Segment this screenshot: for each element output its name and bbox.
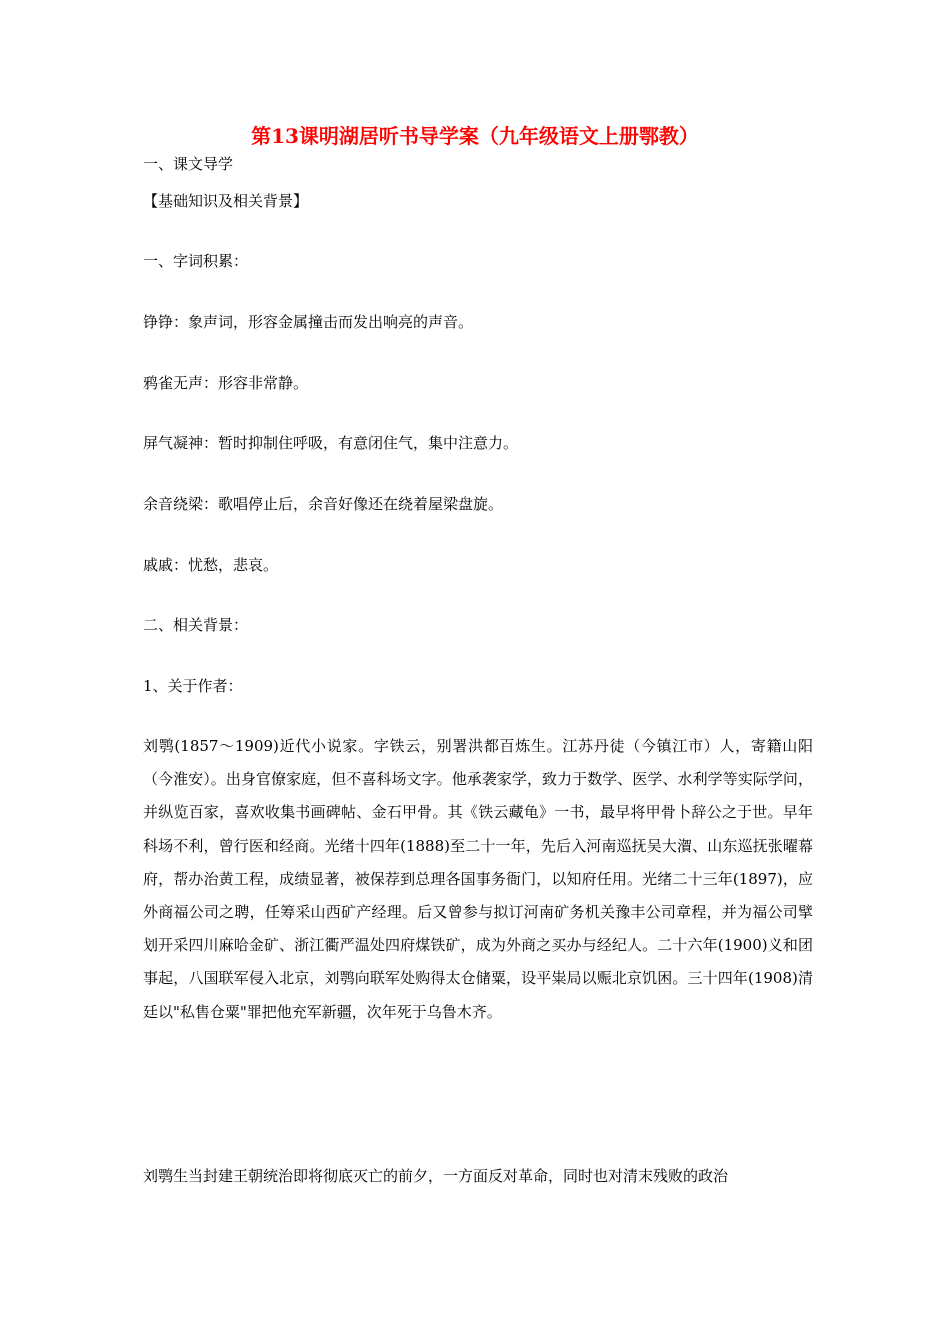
vocab-item: 铮铮：象声词，形容金属撞击而发出响亮的声音。 [143,313,474,331]
bracket-heading: 【基础知识及相关背景】 [143,192,309,210]
section-heading-guide: 一、课文导学 [143,155,234,173]
vocab-heading: 一、字词积累： [143,252,249,270]
vocab-item: 戚戚：忧愁，悲哀。 [143,556,279,574]
vocab-item: 余音绕梁：歌唱停止后，余音好像还在绕着屋梁盘旋。 [143,495,504,513]
vocab-item: 鸦雀无声：形容非常静。 [143,374,309,392]
author-paragraph: 刘鹗(1857～1909)近代小说家。字铁云，别署洪都百炼生。江苏丹徒（今镇江市）人，寄籍山阳（今淮安）。出身官僚家庭，但不喜科场文字。他承袭家学，致力于数学、医学、水利学等实际学问，并纵览百家，喜欢收集书画碑帖、金石甲骨。其《铁云藏龟》一书，最早将甲骨卜辞公之于世。早年科场不利，曾行医和经商。光绪十四年(1888)至二十一年，先后入河南巡抚吴大㵑、山东巡抚张曜幕府，帮办治黄工程，成绩显著，被保荐到总理各国事务衙门，以知府任用。光绪二十三年(1897)，应外商福公司之聘，任筹采山西矿产经理。后又曾参与拟订河南矿务机关豫丰公司章程，并为福公司擘划开采四川麻哈金矿、浙江衢严温处四府煤铁矿，成为外商之买办与经纪人。二十六年(1900)义和团事起，八国联军侵入北京，刘鹗向联军处购得太仓储粟，设平粜局以赈北京饥困。三十四年(1908)清廷以"私售仓粟"罪把他充军新疆，次年死于乌鲁木齐。 [143,737,813,1021]
page-title: 第13课明湖居听书导学案（九年级语文上册鄂教） [251,124,699,148]
author-heading: 1、关于作者： [143,677,243,695]
vocab-item: 屏气凝神：暂时抑制住呼吸，有意闭住气，集中注意力。 [143,434,519,452]
closing-paragraph: 刘鹗生当封建王朝统治即将彻底灭亡的前夕，一方面反对革命，同时也对清末残败的政治 [143,1167,729,1185]
background-heading: 二、相关背景： [143,616,249,634]
